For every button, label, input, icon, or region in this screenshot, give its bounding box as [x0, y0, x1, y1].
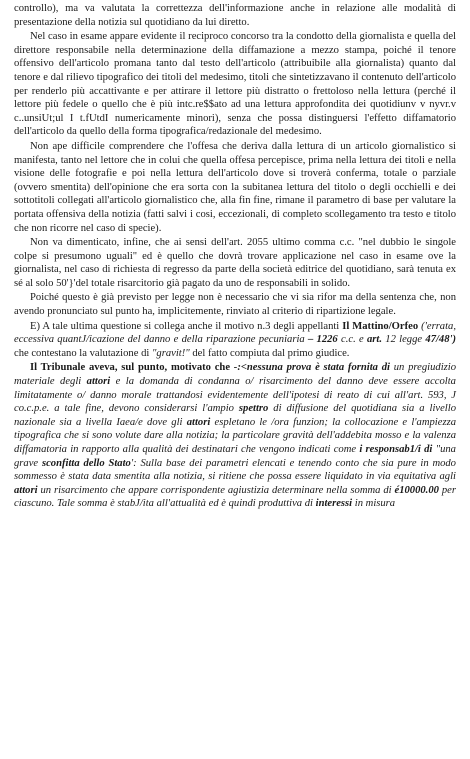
text-run: c.c. e — [341, 334, 367, 346]
text-run: é10000.00 — [394, 484, 439, 496]
text-run: che contestano la valutazione di — [14, 347, 152, 359]
text-run: e la domanda di condanna o/ risarcimento del danno deve essere accolta limitatamente o/ danno morale trattandosi evidentemente dell'ipotesi di reato di cui all'art. 593, J co.c.p.e. a tale fine, devono considerarsi l'ampio — [14, 376, 456, 415]
text-run: attori — [14, 484, 38, 496]
text-run: sconfitta dello Stato — [41, 457, 131, 469]
paragraph-7 — [14, 361, 456, 511]
text-run: un risarcimento che appare corrispondente agiustizia determinare nella somma di — [37, 484, 395, 496]
text-run: in misura — [352, 498, 396, 510]
text-run: – 1226 — [307, 334, 342, 346]
text-run: 12 legge — [385, 334, 426, 346]
text-run: ('errata, eccessiva quantJ/icazione del danno e della riparazione pecuniaria — [14, 320, 456, 346]
text-run: -:<nessuna prova è stata fornita di — [233, 362, 390, 374]
paragraph-4: Non va dimenticato, infine, che ai sensi dell'art. 2055 ultimo comma c.c. "nel dubbio le singole colpe si presumono uguali" ed è quello che dovrà trovare applicazione nel caso in esame ove la giornalista, nel caso di richiesta di regresso da parte della società editrice del quotidiano, sarà tenuta ex sé al solo 50'}'del totale risarcitorio già pagato da uno de responsabili in solido. — [14, 237, 456, 289]
paragraph-5: Poiché questo è già previsto per legge non è necessario che vi sia rifor ma della sentenza che, non avendo pronunciato sul punto ha, implicitemente, rinviato al criterio di ripartizione legale. — [14, 292, 456, 318]
text-run: 47/48') — [425, 334, 456, 346]
text-run: attori — [186, 416, 211, 428]
text-run: art. — [366, 334, 386, 346]
text-run: E) A tale ultima questione si collega anche il motivo n.3 degli appellanti — [30, 320, 343, 332]
text-run: per ciascuno. Tale somma è stabJ/ita all'attualità ed è quindi produttiva di — [14, 484, 456, 510]
text-run: un pregiudizio materiale degli — [14, 362, 456, 388]
text-run: attori — [86, 376, 111, 388]
text-run: interessi — [315, 498, 353, 510]
text-run: spettro — [238, 403, 269, 415]
text-run: i responsab1/i di — [359, 444, 433, 455]
text-run: Il Tribunale aveva, sul punto, motivato che — [30, 362, 234, 374]
text-run: di diffusione del quotidiana sia a livello nazionale sia a livella Iaea/e dove gli — [14, 403, 456, 428]
text-run: del fatto compiuta dal primo giudice. — [189, 347, 350, 359]
text-run: Il Mattino/Orfeo — [342, 320, 419, 332]
paragraph-6 — [14, 320, 456, 361]
text-run: ': Sulla base dei parametri elencati e tenendo conto che sia pure in modo sommesso è stata data smentita alla notizia, si ritiene che possa essere liquidato in via equitativa agli — [14, 457, 456, 483]
paragraph-1: controllo), ma va valutata la correttezza dell'informazione anche in relazione alle modalità di presentazione della notizia sul quotidiano da lui diretto. — [14, 3, 456, 28]
text-run: "una grave — [14, 444, 456, 469]
paragraph-2: Nel caso in esame appare evidente il reciproco concorso tra la condotto della giornalista e quella del direttore responsabile nella determinazione della diffamazione a mezzo stampa, poiché il tenore offensivo dell'articolo promana tanto dal testo dell'articolo (attribuibile alla giornalista) quanto dal tenore e dal rilievo tipografico dei titoli del medesimo, titoli che sintetizzavano il contenuto dell'articolo per renderlo più accattivante e per attirare il lettore più distratto o frettoloso nella lettura (perché il lettore più fedele o quello che è più intc.re$$ato ad una lettura approfondita dei quotidiunv v nyvr.v c..unsiUt;ul I t.fUtdI numericamente minori), senza che possa distinguersi l'effetto diffamatorio dell'articolo da quello della forma tipografica/redazionale del medesimo. — [14, 31, 456, 138]
text-run: "gravit!" — [151, 347, 190, 359]
text-run: espletano le /ora funzion; la collocazione e l'ampiezza tipografica che si sono volute dare alla notizia; la particolare gravità dell'addebita mosso e la valenza diffamatoria in rapporto alla qualità dei destinatari che vengono indicati come — [14, 416, 456, 455]
paragraph-3: Non ape difficile comprendere che l'offesa che deriva dalla lettura di un articolo giornalistico si manifesta, tanto nel lettore che in colui che quella offesa percepisce, prima nella lettura dei titoli e nella visione delle fotografie e poi nella lettura dell'articolo dove si troverà conferma, totale o parziale (ovvero smentita) dell'opinione che era sorta con la subitanea lettura del titolo o degli occhielli e dei sottotitoli collegati all'articolo giornalistico che, alla fin fine, rimane il parametro di base per valutare la portata offensiva della notizia (fatti salvi i cosi, eccezionali, di completo scollegamento tra testo e titolo che non ricorre nel caso di specie). — [14, 140, 456, 234]
